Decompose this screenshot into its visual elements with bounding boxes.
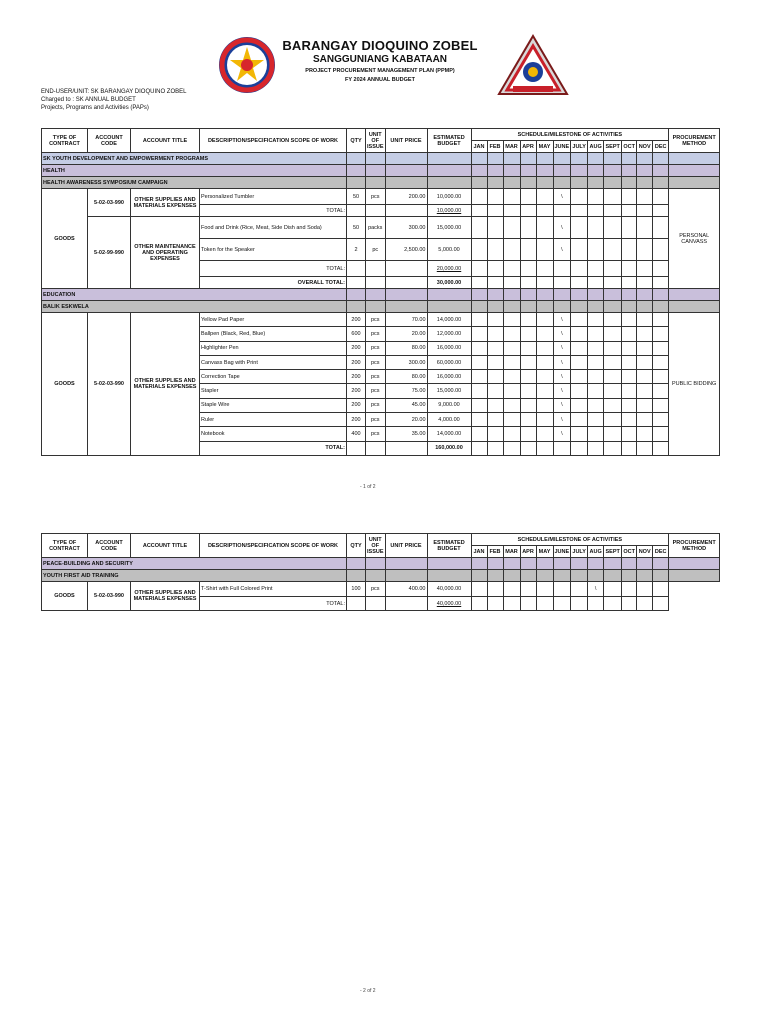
schedule-mark: \	[553, 355, 571, 369]
item-price: 75.00	[385, 384, 427, 398]
item-budget: 14,000.00	[427, 313, 471, 327]
item-unit: pc	[366, 239, 386, 261]
account-code: 5-02-03-990	[88, 189, 131, 217]
item-price: 80.00	[385, 370, 427, 384]
schedule-mark: \	[553, 384, 571, 398]
table-row	[42, 217, 720, 239]
schedule-mark: \	[553, 239, 571, 261]
item-qty: 200	[347, 355, 366, 369]
item-budget: 15,000.00	[427, 384, 471, 398]
item-desc: Canvass Bag with Print	[200, 355, 347, 369]
overall-total-label: OVERALL TOTAL:	[200, 277, 347, 289]
item-unit: pcs	[366, 398, 386, 412]
item-qty: 200	[347, 398, 366, 412]
item-desc: Food and Drink (Rice, Meat, Side Dish and Soda)	[200, 217, 347, 239]
document-meta	[41, 88, 186, 112]
section-education: EDUCATION	[42, 289, 347, 301]
item-budget: 15,000.00	[427, 217, 471, 239]
page-marker-1: - 1 of 2	[360, 484, 376, 490]
item-unit: pcs	[366, 327, 386, 341]
month-may: MAY	[536, 546, 553, 558]
month-july: JULY	[571, 546, 588, 558]
col-schedule: SCHEDULE/MILESTONE OF ACTIVITIES	[471, 534, 669, 546]
item-price: 45.00	[385, 398, 427, 412]
section-row	[42, 153, 720, 165]
dilg-logo-icon	[497, 34, 569, 96]
page-marker-2: - 2 of 2	[360, 988, 376, 994]
section-row	[42, 558, 720, 570]
item-qty: 50	[347, 189, 366, 205]
item-qty: 200	[347, 341, 366, 355]
col-code: ACCOUNT CODE	[88, 534, 131, 558]
item-price: 35.00	[385, 427, 427, 441]
month-apr: APR	[520, 141, 536, 153]
procurement-method: PERSONAL CANVASS	[669, 189, 720, 289]
month-feb: FEB	[487, 546, 503, 558]
col-desc: DESCRIPTION/SPECIFICATION SCOPE OF WORK	[200, 129, 347, 153]
col-method: PROCUREMENT METHOD	[669, 129, 720, 153]
col-budget: ESTIMATED BUDGET	[427, 534, 471, 558]
col-desc: DESCRIPTION/SPECIFICATION SCOPE OF WORK	[200, 534, 347, 558]
table-row	[42, 189, 720, 205]
col-unit: UNIT OF ISSUE	[366, 534, 386, 558]
ppmp-table-page2	[41, 533, 720, 611]
item-desc: Stapler	[200, 384, 347, 398]
item-qty: 200	[347, 370, 366, 384]
item-budget: 12,000.00	[427, 327, 471, 341]
col-price: UNIT PRICE	[385, 129, 427, 153]
item-qty: 50	[347, 217, 366, 239]
schedule-mark: \	[553, 217, 571, 239]
section-row	[42, 570, 720, 582]
procurement-method: PUBLIC BIDDING	[669, 313, 720, 456]
col-title: ACCOUNT TITLE	[131, 534, 200, 558]
month-jan: JAN	[471, 141, 487, 153]
document-header	[0, 32, 768, 92]
account-title: OTHER MAINTENANCE AND OPERATING EXPENSES	[131, 217, 200, 289]
account-code: 5-02-03-990	[88, 313, 131, 456]
table-row	[42, 582, 720, 597]
overall-total: 30,000.00	[427, 277, 471, 289]
col-qty: QTY	[347, 129, 366, 153]
section-peace: PEACE-BUILDING AND SECURITY	[42, 558, 347, 570]
section-health: HEALTH	[42, 165, 347, 177]
month-nov: NOV	[637, 546, 653, 558]
item-budget: 40,000.00	[427, 582, 471, 597]
month-dec: DEC	[653, 546, 669, 558]
col-schedule: SCHEDULE/MILESTONE OF ACTIVITIES	[471, 129, 669, 141]
col-type: TYPE OF CONTRACT	[42, 129, 88, 153]
schedule-mark: \	[553, 327, 571, 341]
header-subtitle: SANGGUNIANG KABATAAN	[312, 54, 448, 65]
month-apr: APR	[520, 546, 536, 558]
schedule-mark: \	[553, 398, 571, 412]
month-may: MAY	[536, 141, 553, 153]
month-jan: JAN	[471, 546, 487, 558]
section-row	[42, 177, 720, 189]
item-budget: 16,000.00	[427, 370, 471, 384]
month-aug: AUG	[588, 141, 604, 153]
col-code: ACCOUNT CODE	[88, 129, 131, 153]
item-desc: Highlighter Pen	[200, 341, 347, 355]
month-sept: SEPT	[604, 546, 622, 558]
item-unit: pcs	[366, 413, 386, 427]
contract-type: GOODS	[42, 582, 88, 611]
col-qty: QTY	[347, 534, 366, 558]
section-row	[42, 289, 720, 301]
month-june: JUNE	[553, 141, 571, 153]
item-budget: 9,000.00	[427, 398, 471, 412]
item-qty: 2	[347, 239, 366, 261]
table-row	[42, 313, 720, 327]
item-qty: 200	[347, 384, 366, 398]
month-oct: OCT	[622, 141, 637, 153]
item-desc: Ballpen (Black, Red, Blue)	[200, 327, 347, 341]
item-desc: T-Shirt with Full Colored Print	[200, 582, 347, 597]
item-unit: pcs	[366, 427, 386, 441]
account-title: OTHER SUPPLIES AND MATERIALS EXPENSES	[131, 582, 200, 611]
month-dec: DEC	[653, 141, 669, 153]
subtotal: 10,000.00	[427, 205, 471, 217]
month-mar: MAR	[503, 546, 520, 558]
section-health-activity: HEALTH AWARENESS SYMPOSIUM CAMPAIGN	[42, 177, 347, 189]
month-july: JULY	[571, 141, 588, 153]
item-desc: Yellow Pad Paper	[200, 313, 347, 327]
month-june: JUNE	[553, 546, 571, 558]
ppmp-table-page1	[41, 128, 720, 456]
item-price: 80.00	[385, 341, 427, 355]
total-label: TOTAL:	[200, 205, 347, 217]
contract-type: GOODS	[42, 313, 88, 456]
col-method: PROCUREMENT METHOD	[669, 534, 720, 558]
account-title: OTHER SUPPLIES AND MATERIALS EXPENSES	[131, 313, 200, 456]
item-budget: 14,000.00	[427, 427, 471, 441]
item-price: 2,500.00	[385, 239, 427, 261]
paps-line: Projects, Programs and Activities (PAPs)	[41, 105, 149, 111]
item-desc: Notebook	[200, 427, 347, 441]
item-budget: 10,000.00	[427, 189, 471, 205]
item-budget: 60,000.00	[427, 355, 471, 369]
item-unit: pcs	[366, 341, 386, 355]
header-plan: PROJECT PROCUREMENT MANAGEMENT PLAN (PPMP)	[305, 68, 455, 74]
procurement-method	[669, 582, 720, 611]
item-budget: 16,000.00	[427, 341, 471, 355]
month-nov: NOV	[637, 141, 653, 153]
section-row	[42, 301, 720, 313]
month-sept: SEPT	[604, 141, 622, 153]
schedule-mark: \	[553, 189, 571, 205]
schedule-mark: \	[553, 427, 571, 441]
item-price: 20.00	[385, 413, 427, 427]
header-year: FY 2024 ANNUAL BUDGET	[345, 77, 415, 83]
item-unit: pcs	[366, 384, 386, 398]
col-unit: UNIT OF ISSUE	[366, 129, 386, 153]
item-price: 200.00	[385, 189, 427, 205]
month-mar: MAR	[503, 141, 520, 153]
month-oct: OCT	[622, 546, 637, 558]
item-unit: pcs	[366, 370, 386, 384]
item-price: 20.00	[385, 327, 427, 341]
item-desc: Staple Wire	[200, 398, 347, 412]
item-qty: 200	[347, 413, 366, 427]
item-price: 70.00	[385, 313, 427, 327]
schedule-mark: \	[553, 313, 571, 327]
col-budget: ESTIMATED BUDGET	[427, 129, 471, 153]
section-first-aid: YOUTH FIRST AID TRAINING	[42, 570, 347, 582]
item-unit: pcs	[366, 313, 386, 327]
item-desc: Ruler	[200, 413, 347, 427]
schedule-mark: \	[553, 370, 571, 384]
item-unit: pcs	[366, 189, 386, 205]
subtotal: 20,000.00	[427, 261, 471, 277]
section-edu-activity: BALIK ESKWELA	[42, 301, 347, 313]
item-price: 300.00	[385, 217, 427, 239]
col-type: TYPE OF CONTRACT	[42, 534, 88, 558]
col-title: ACCOUNT TITLE	[131, 129, 200, 153]
edu-total: 160,000.00	[427, 441, 471, 455]
contract-type: GOODS	[42, 189, 88, 289]
item-desc: Correction Tape	[200, 370, 347, 384]
section-program: SK YOUTH DEVELOPMENT AND EMPOWERMENT PROGRAMS	[42, 153, 347, 165]
month-feb: FEB	[487, 141, 503, 153]
item-budget: 5,000.00	[427, 239, 471, 261]
total-label: TOTAL:	[200, 441, 347, 455]
item-unit: pcs	[366, 355, 386, 369]
end-user-line: END-USER/UNIT: SK BARANGAY DIOQUINO ZOBEL	[41, 89, 187, 95]
item-price: 300.00	[385, 355, 427, 369]
total-label: TOTAL:	[200, 261, 347, 277]
item-desc: Personalized Tumbler	[200, 189, 347, 205]
col-price: UNIT PRICE	[385, 534, 427, 558]
item-unit: pcs	[366, 582, 386, 597]
header-title: BARANGAY DIOQUINO ZOBEL	[282, 38, 478, 53]
item-qty: 600	[347, 327, 366, 341]
section-row	[42, 165, 720, 177]
item-budget: 4,000.00	[427, 413, 471, 427]
schedule-mark: \	[588, 582, 604, 597]
item-desc: Token for the Speaker	[200, 239, 347, 261]
item-qty: 400	[347, 427, 366, 441]
charged-line: Charged to : SK ANNUAL BUDGET	[41, 97, 136, 103]
subtotal: 40,000.00	[427, 597, 471, 611]
account-code: 5-02-99-990	[88, 217, 131, 289]
item-qty: 100	[347, 582, 366, 597]
account-title: OTHER SUPPLIES AND MATERIALS EXPENSES	[131, 189, 200, 217]
schedule-mark: \	[553, 413, 571, 427]
account-code: 5-02-03-990	[88, 582, 131, 611]
total-label: TOTAL:	[200, 597, 347, 611]
item-price: 400.00	[385, 582, 427, 597]
item-qty: 200	[347, 313, 366, 327]
item-unit: packs	[366, 217, 386, 239]
month-aug: AUG	[588, 546, 604, 558]
schedule-mark: \	[553, 341, 571, 355]
sk-logo-icon	[218, 36, 276, 94]
